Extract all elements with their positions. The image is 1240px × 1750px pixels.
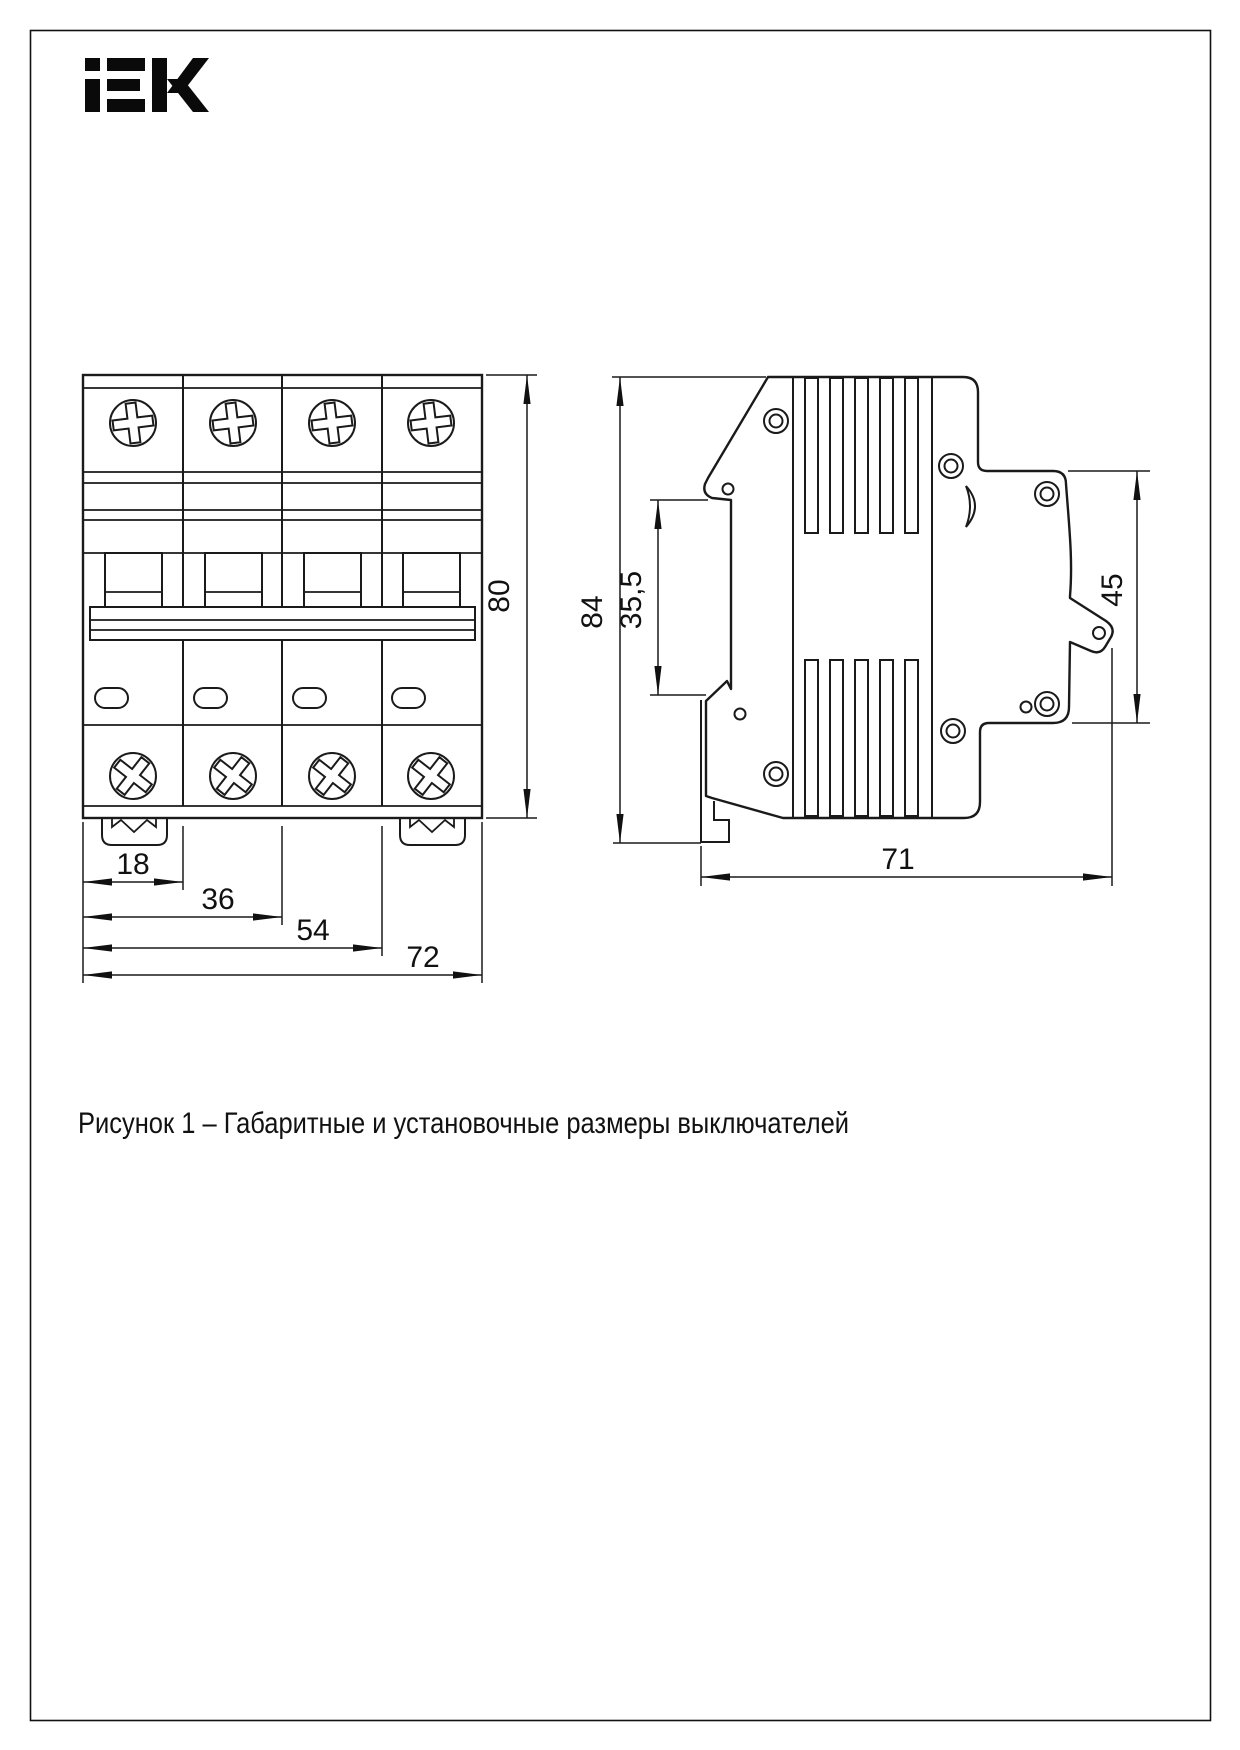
dimension-label-18: 18 — [116, 848, 150, 881]
rivet — [764, 762, 788, 786]
vent-slot — [880, 660, 893, 816]
breaker-front-view — [83, 375, 482, 845]
vent-slot — [805, 660, 818, 816]
vent-slot — [805, 378, 818, 533]
rivet — [939, 454, 963, 478]
vent-slot — [855, 378, 868, 533]
vent-slots-bottom — [805, 660, 918, 816]
logo-letter-k-stem — [152, 58, 167, 112]
logo-letter-e-top — [107, 58, 145, 71]
vent-slot — [880, 378, 893, 533]
dimension-label-72: 72 — [406, 941, 440, 974]
logo-letter-e-mid — [107, 79, 140, 91]
logo-letter-i-stem — [85, 79, 100, 112]
terminal-screw-top — [210, 400, 256, 446]
dimension-label-84: 84 — [576, 595, 609, 629]
rivet — [1035, 482, 1059, 506]
figure-caption: Рисунок 1 – Габаритные и установочные размеры выключателей — [78, 1106, 849, 1140]
side-view-dimensions — [576, 377, 1150, 886]
terminal-screw-top — [110, 400, 156, 446]
din-rail-clip — [400, 818, 465, 845]
iek-logo — [85, 58, 209, 112]
toggle-lever-hole — [1093, 627, 1105, 639]
pin-hole — [735, 709, 746, 720]
vent-slots-top — [805, 378, 918, 533]
vent-slot — [830, 378, 843, 533]
page-border — [31, 31, 1211, 1721]
curved-slot — [966, 486, 975, 527]
dimension-label-71: 71 — [881, 843, 915, 876]
dimension-label-36: 36 — [201, 883, 235, 916]
vent-slot — [905, 378, 918, 533]
terminal-screw-top — [309, 400, 355, 446]
vent-slot — [905, 660, 918, 816]
toggle-switch — [403, 553, 460, 607]
vent-slot — [855, 660, 868, 816]
vent-slot — [830, 660, 843, 816]
rivet — [764, 409, 788, 433]
din-rail-clip — [102, 818, 167, 845]
breaker-side-view — [701, 377, 1113, 842]
logo-letter-i-dot — [85, 58, 100, 71]
dimension-label-54: 54 — [296, 914, 330, 947]
dimension-label-80: 80 — [483, 579, 516, 613]
toggle-switch — [205, 553, 262, 607]
side-body-profile — [704, 377, 1112, 818]
rivet — [1035, 692, 1059, 716]
toggle-switch — [304, 553, 361, 607]
dimension-label-45: 45 — [1096, 573, 1129, 607]
rivet — [941, 719, 965, 743]
pin-hole — [723, 484, 734, 495]
terminal-screw-top — [408, 400, 454, 446]
toggle-tie-bar — [90, 607, 475, 640]
pin-hole — [1021, 702, 1032, 713]
toggle-switch — [105, 553, 162, 607]
logo-letter-e-bottom — [107, 99, 145, 112]
dimension-label-35-5: 35,5 — [615, 570, 648, 630]
